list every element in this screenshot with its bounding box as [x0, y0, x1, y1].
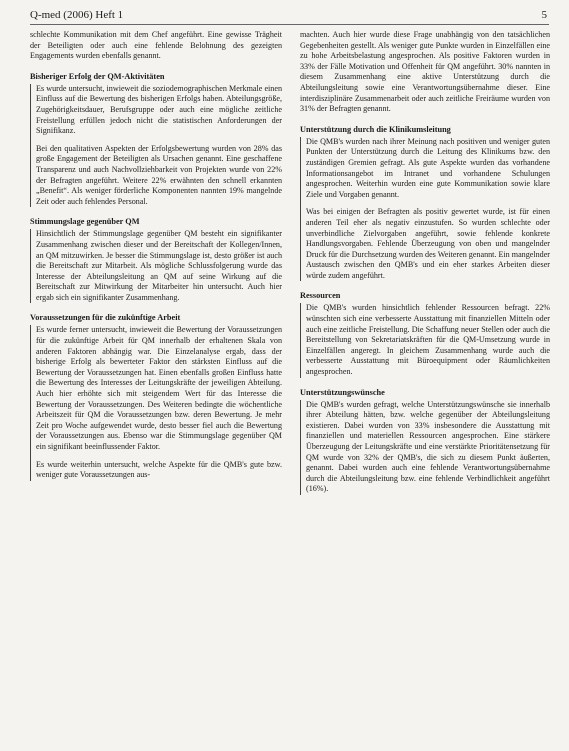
- paragraph: Bei den qualitativen Aspekten der Erfolgsbewertung wurden von 28% das große Engagement der Beteiligten als Ursachen genannt. Eine geschaffene Transparenz und auch Nachvollziehbarkeit von Projekten wurde von 22% der Befragten angeführt. Weitere 22% erwähnten den schnell erkannten „Benefit“. Als weniger förderliche Komponenten nannten 19% mangelnde Zeit oder auch fehlendes Personal.: [36, 143, 282, 206]
- section-heading: Unterstützungswünsche: [300, 387, 385, 397]
- paragraph: schlechte Kommunikation mit dem Chef angeführt. Eine gewisse Trägheit der Beteiligten oder auch eine fehlende Belohnung des gezeigten Engagements wurden ebenfalls genannt.: [30, 30, 282, 61]
- paragraph: Was bei einigen der Befragten als positiv gewertet wurde, ist für einen anderen Teil eher als negativ einzustufen. So wurden schlechte oder unverbindliche Zielvorgaben angeführt, sowie fehlende konkrete Handlungsvorgaben. Fehlende Überzeugung von oben und mangelnder Druck für die Durchsetzung wurden des Weiteren genannt. Ein mangelnder Austausch zwischen den QMB's und ein eher starkes Arbeiten dieser würde zudem angeführt.: [306, 207, 550, 280]
- paragraph: Es wurde untersucht, inwieweit die soziodemographischen Merkmale einen Einfluss auf die Bewertung des bisherigen Erfolgs haben. Abteilungsgröße, Zugehörigkeitsdauer, Berufsgruppe oder auch eine mögliche zeitliche Freistellung erfüllen jedoch nicht die statistischen Anforderungen der Signifikanz.: [36, 83, 282, 136]
- section-voraussetzungen: [30, 312, 282, 480]
- paragraph: Es wurde weiterhin untersucht, welche Aspekte für die QMB's gute bzw. weniger gute Voraussetzungen aus-: [36, 459, 282, 480]
- paragraph: machten. Auch hier wurde diese Frage unabhängig von den tatsächlichen Gegebenheiten gestellt. Als weniger gute Punkte wurden in Einzelfällen eine zu hohe Arbeitsbelastung angesprochen. Als positive Faktoren wurden in 33% der Fälle Motivation und Offenheit für QM angeführt. 30% nannten in diesem Zusammenhang eine aktive Unterstützung durch die Abteilungsleitung sowie eine Verantwortungsübernahme dieser. Eine interdisziplinäre Zusammenarbeit oder auch zeitliche Freiräume wurden von 31% der Befragten genannt.: [300, 30, 550, 114]
- paragraph: Die QMB's wurden gefragt, welche Unterstützungswünsche sie innerhalb ihrer Abteilung hätten, bzw. welche gegenüber der Abteilungsleitung existieren. Dabei wurden von 33% insbesondere die Ausstattung mit finanziellen und materiellen Ressourcen angesprochen. Eine stärkere Überzeugung der Leitungskräfte und eine verstärkte Prioritätensetzung für QM wurde von 32% der QMB's, die sich zu diesem Punkt äußerten, genannt. Dabei wurden auch eine fehlende Verantwortungsübernahme durch die Abteilungsleitung bzw. eine fehlende Verbindlichkeit angeführt (16%).: [306, 399, 550, 494]
- continuation-paragraph: [300, 30, 550, 115]
- section-body: [30, 229, 282, 303]
- section-bisheriger-erfolg: [30, 71, 282, 208]
- section-heading: Ressourcen: [300, 291, 341, 301]
- section-heading: Bisheriger Erfolg der QM-Aktivitäten: [30, 71, 165, 81]
- section-body: [30, 84, 282, 208]
- section-ressourcen: [300, 290, 550, 377]
- journal-title: Q-med (2006) Heft 1: [30, 9, 124, 21]
- section-heading: Unterstützung durch die Klinikumsleitung: [300, 124, 451, 134]
- paragraph: Die QMB's wurden hinsichtlich fehlender Ressourcen befragt. 22% wünschten sich eine verbesserte Ausstattung mit finanziellen Mitteln oder auch eine zeitliche Freistellung. Die Schaffung neuer Stellen oder auch die Bereitstellung von Sekretariatskräften für die QM-Umsetzung wurde in Einzelfällen angeregt. In gleichem Zusammenhang wurde auch die verbesserte Ausstattung mit Büroequipment oder Räumlichkeiten angesprochen.: [306, 303, 550, 377]
- section-stimmungslage: [30, 216, 282, 303]
- section-unterstuetzungswuensche: [300, 387, 550, 495]
- page-number: 5: [541, 9, 547, 21]
- paragraph: Es wurde ferner untersucht, inwieweit die Bewertung der Voraussetzungen für die zukünftige Arbeit für QM innerhalb der erhaltenen Skala von anderen Faktoren abhängig war. Die Einzelanalyse ergab, dass der bisherige Erfolg als bewerteter Faktor den stärksten Einfluss auf die Bewertung der Voraussetzungen hat. Einen ebenfalls großen Einfluss hatte die Bewertung des Interesses der Leitungskräfte der jeweiligen Abteilung. Auch hier erhöhte sich mit steigendem Wert für das Interesse die Bewertung der Voraussetzungen. Des Weiteren bedingte die wöchentliche Arbeitszeit für QM die Voraussetzungen bzw. deren Bewertung. Je mehr Zeit pro Woche aufgewendet wurde, desto besser fiel auch die Bewertung der Voraussetzungen aus. Ebenso war die Stimmungslage gegenüber QM ein signifikant beeinflussender Faktor.: [36, 325, 282, 451]
- running-header: [30, 6, 549, 25]
- section-body: [300, 137, 550, 282]
- paragraph: Die QMB's wurden nach ihrer Meinung nach positiven und weniger guten Punkten der Unterstützung durch die Leitung des Klinikums bzw. den zuständigen Gremien gefragt. Als gute Aspekte wurden das vorhandene Informationsangebot im Intranet und vorhandene Schulungen angesprochen. Weiterhin wurden eine gute Kommunikation sowie klare Ziele und Vorgaben genannt.: [306, 136, 550, 199]
- section-heading: Stimmungslage gegenüber QM: [30, 217, 140, 227]
- section-unterstuetzung-klinikumsleitung: [300, 124, 550, 282]
- left-column: [30, 30, 282, 490]
- section-body: [300, 400, 550, 495]
- section-body: [300, 303, 550, 377]
- paragraph: Hinsichtlich der Stimmungslage gegenüber QM besteht ein signifikanter Zusammenhang zwischen dieser und der Bereitschaft der Kollegen/Innen, an QM mitzuwirken. Je besser die Stimmungslage ist, desto größer ist auch die Bereitschaft zur Mitarbeit. Als mögliche Schlussfolgerung wurde das Interesse der Abteilungsleitung an QM auf seine Wirkung auf die Bereitschaft zur Mitwirkung der Mitarbeiter hin untersucht. Auch hier ergab sich ein signifikanter Zusammenhang.: [36, 229, 282, 302]
- section-heading: Voraussetzungen für die zukünftige Arbeit: [30, 313, 181, 323]
- intro-paragraph: [30, 30, 282, 62]
- right-column: [300, 30, 550, 504]
- section-body: [30, 325, 282, 480]
